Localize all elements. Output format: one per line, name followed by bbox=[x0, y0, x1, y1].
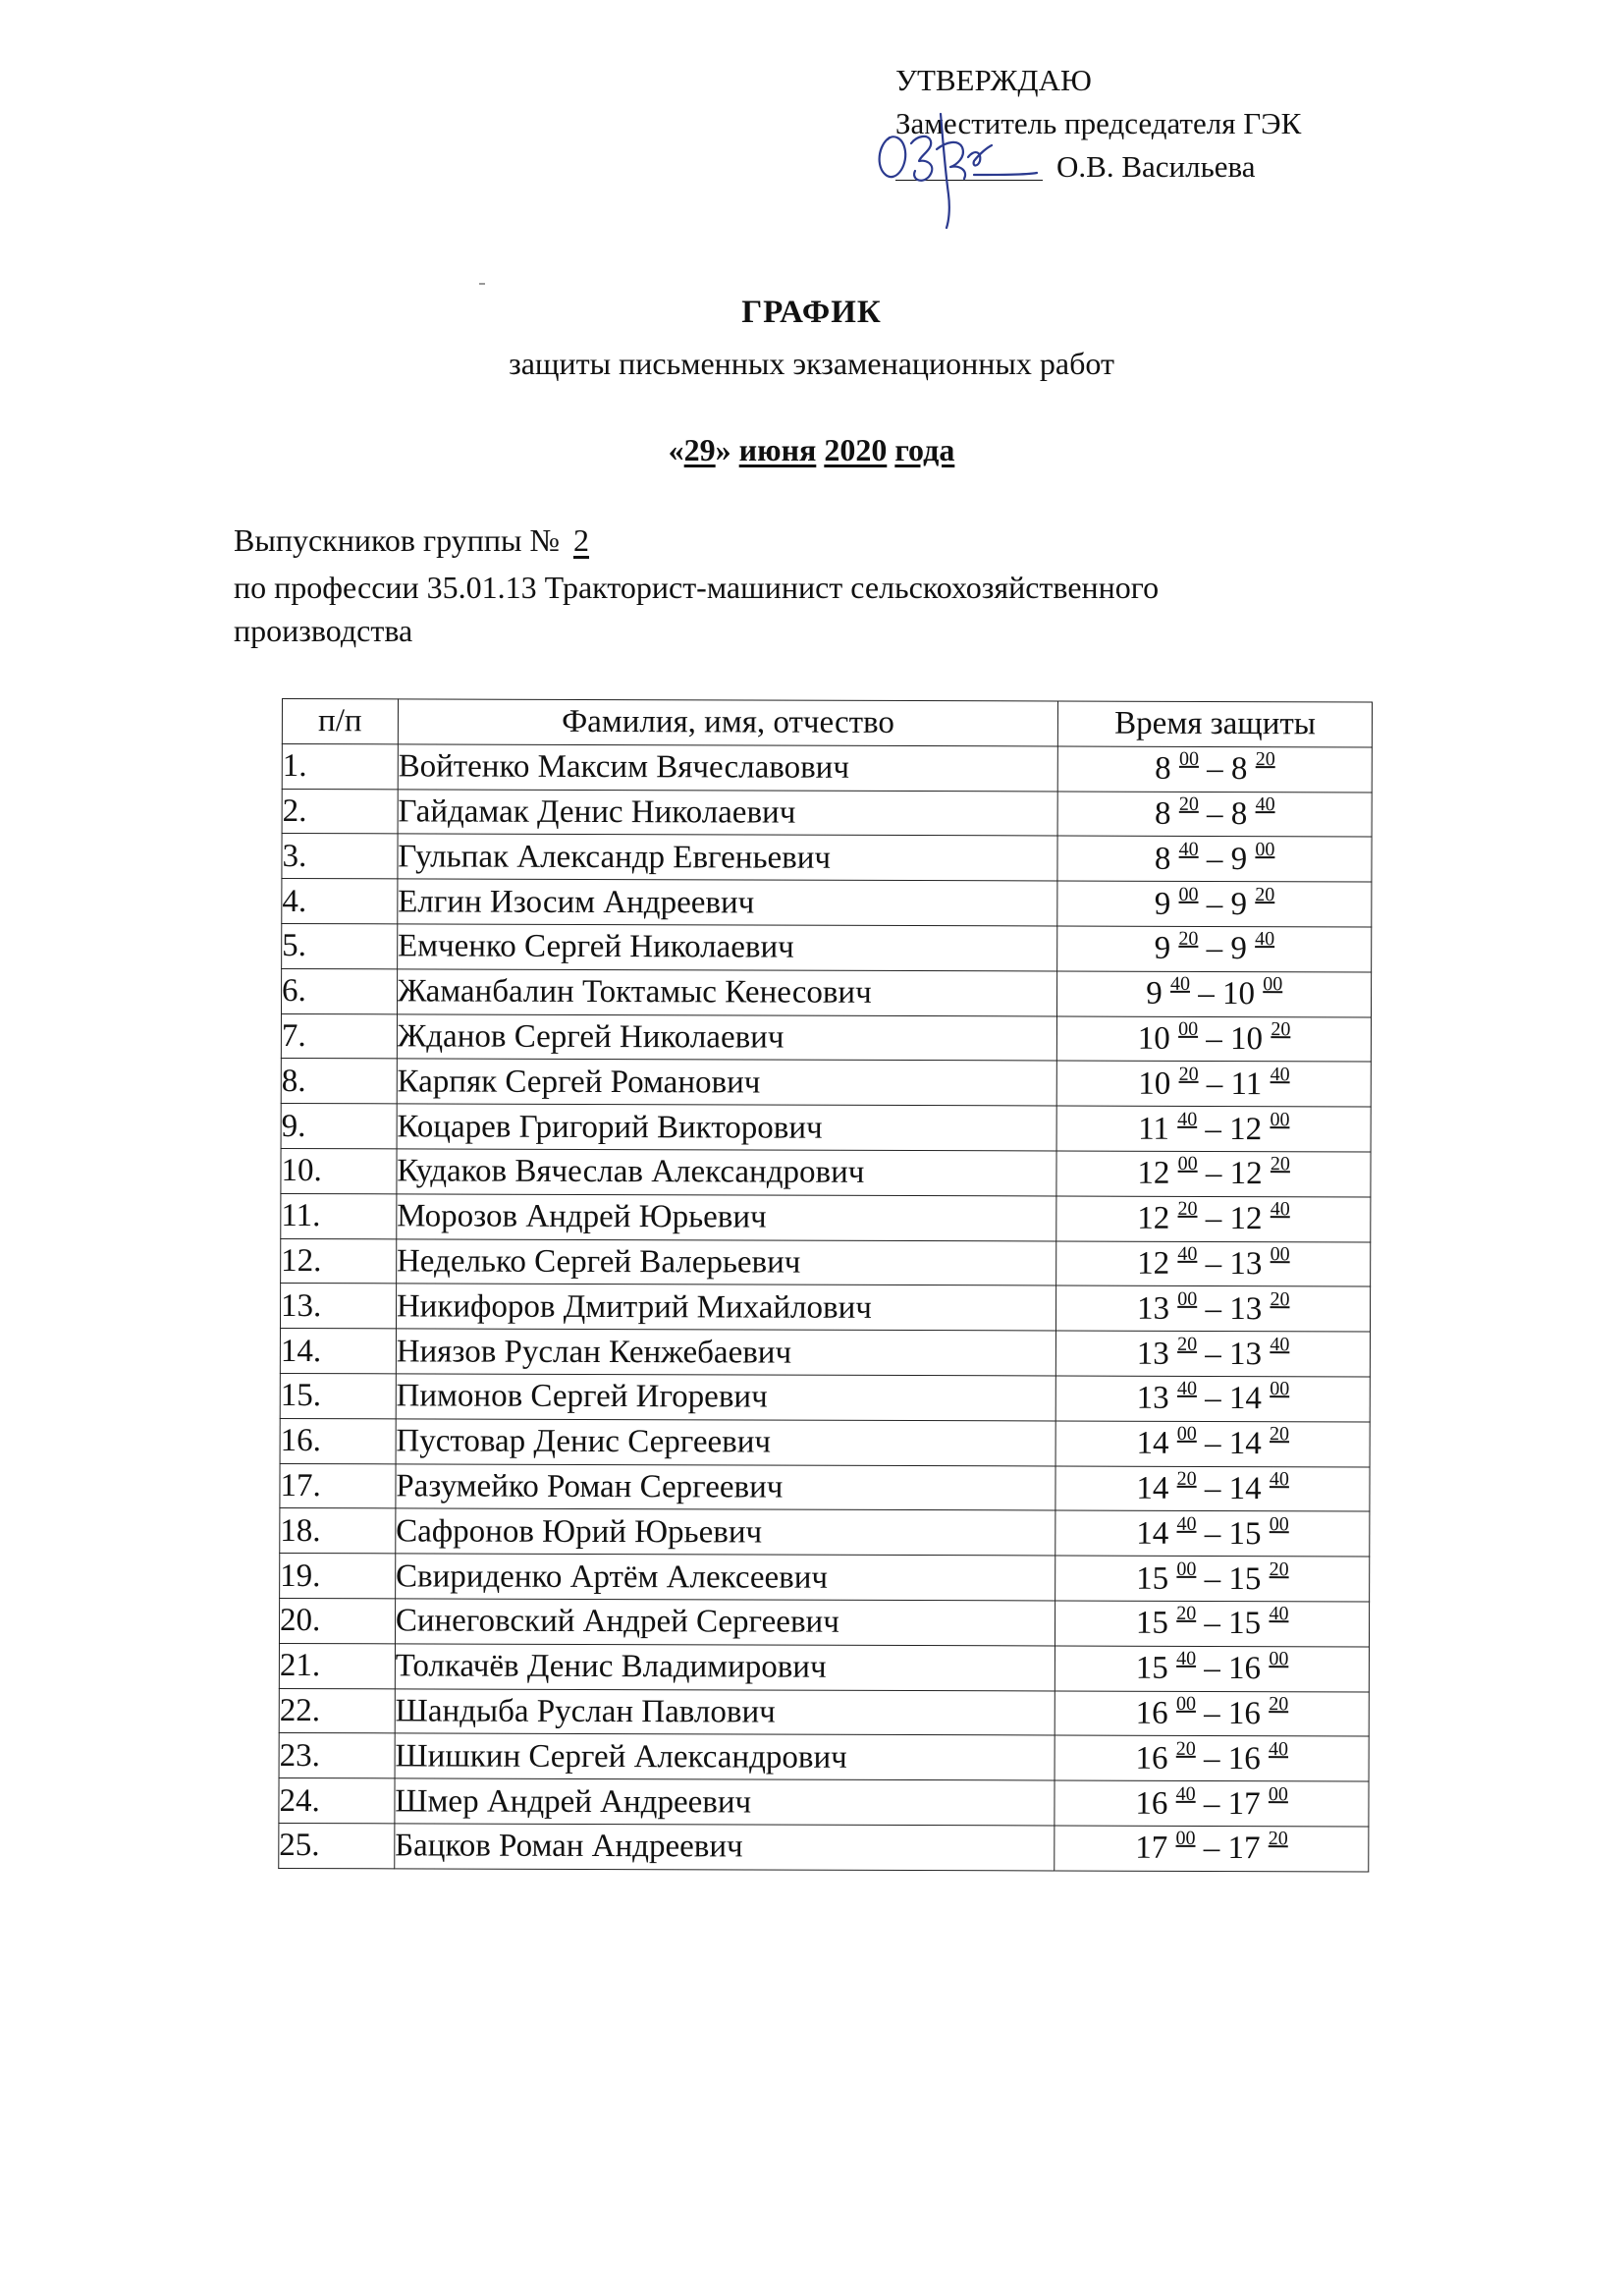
end-hour: 8 bbox=[1230, 751, 1248, 788]
student-name: Ниязов Руслан Кенжебаевич bbox=[396, 1329, 1056, 1376]
row-number: 15. bbox=[280, 1373, 396, 1418]
start-hour: 14 bbox=[1136, 1515, 1169, 1552]
end-hour: 9 bbox=[1230, 841, 1248, 877]
defense-time: 8 $^{40}$ – 9 $^{00}$ bbox=[1057, 836, 1372, 882]
end-hour: 12 bbox=[1229, 1156, 1263, 1192]
end-hour: 16 bbox=[1227, 1740, 1261, 1777]
table-row bbox=[280, 1508, 1370, 1557]
student-name: Шмер Андрей Андреевич bbox=[395, 1778, 1055, 1826]
defense-time: 13 $^{20}$ – 13 $^{40}$ bbox=[1056, 1331, 1371, 1377]
start-hour: 12 bbox=[1137, 1200, 1170, 1236]
start-hour: 9 bbox=[1146, 975, 1163, 1011]
student-name: Коцарев Григорий Викторович bbox=[397, 1104, 1057, 1151]
date-word: года bbox=[894, 432, 955, 467]
defense-time: 10 $^{00}$ – 10 $^{20}$ bbox=[1057, 1016, 1372, 1063]
end-hour: 9 bbox=[1230, 931, 1247, 967]
student-name: Шишкин Сергей Александрович bbox=[395, 1733, 1055, 1780]
end-minutes: 20 bbox=[1255, 883, 1275, 905]
row-number: 21. bbox=[279, 1643, 395, 1688]
end-hour: 13 bbox=[1229, 1336, 1263, 1372]
start-hour: 8 bbox=[1154, 841, 1171, 877]
start-minutes: 20 bbox=[1178, 928, 1199, 951]
table-row bbox=[282, 743, 1372, 792]
end-hour: 17 bbox=[1227, 1785, 1261, 1822]
end-hour: 9 bbox=[1230, 886, 1248, 922]
end-hour: 11 bbox=[1230, 1066, 1263, 1102]
start-minutes: 40 bbox=[1176, 1647, 1197, 1670]
row-number: 6. bbox=[281, 968, 397, 1013]
end-hour: 16 bbox=[1227, 1695, 1261, 1732]
row-number: 22. bbox=[279, 1688, 395, 1733]
start-hour: 14 bbox=[1136, 1470, 1169, 1506]
defense-time: 12 $^{00}$ – 12 $^{20}$ bbox=[1056, 1151, 1371, 1197]
student-name: Шандыба Руслан Павлович bbox=[395, 1688, 1055, 1735]
row-number: 18. bbox=[280, 1508, 396, 1554]
student-name: Жданов Сергей Николаевич bbox=[397, 1013, 1057, 1061]
row-number: 13. bbox=[280, 1284, 396, 1329]
student-name: Толкачёв Денис Владимирович bbox=[395, 1644, 1055, 1691]
defense-time: 17 $^{00}$ – 17 $^{20}$ bbox=[1055, 1826, 1369, 1872]
date-open-quote: « bbox=[668, 432, 684, 467]
student-name: Пустовар Денис Сергеевич bbox=[396, 1419, 1056, 1466]
start-hour: 16 bbox=[1135, 1785, 1168, 1822]
student-name: Елгин Изосим Андреевич bbox=[398, 879, 1058, 926]
start-hour: 9 bbox=[1154, 931, 1171, 967]
start-minutes: 20 bbox=[1178, 1063, 1199, 1085]
start-minutes: 00 bbox=[1177, 1287, 1198, 1310]
start-minutes: 20 bbox=[1175, 1737, 1196, 1760]
start-minutes: 00 bbox=[1175, 1692, 1196, 1715]
defense-time: 12 $^{40}$ – 13 $^{00}$ bbox=[1056, 1241, 1371, 1287]
start-hour: 11 bbox=[1138, 1111, 1169, 1147]
table-row bbox=[281, 1104, 1371, 1152]
group-label: Выпускников группы № bbox=[234, 522, 560, 558]
defense-time: 15 $^{40}$ – 16 $^{00}$ bbox=[1055, 1646, 1370, 1692]
student-name: Синеговский Андрей Сергеевич bbox=[395, 1599, 1055, 1646]
document-title: ГРАФИК bbox=[741, 295, 882, 330]
student-name: Никифоров Дмитрий Михайлович bbox=[396, 1284, 1056, 1331]
document-subtitle: защиты письменных экзаменационных работ bbox=[509, 346, 1114, 381]
table-row bbox=[281, 1193, 1371, 1241]
row-number: 11. bbox=[281, 1193, 397, 1238]
start-minutes: 00 bbox=[1178, 883, 1199, 905]
end-minutes: 20 bbox=[1270, 1153, 1290, 1175]
row-number: 2. bbox=[282, 789, 398, 834]
table-row bbox=[282, 789, 1372, 837]
end-minutes: 20 bbox=[1269, 1693, 1289, 1716]
end-minutes: 40 bbox=[1255, 793, 1275, 816]
start-minutes: 00 bbox=[1177, 1153, 1198, 1175]
row-number: 3. bbox=[282, 834, 398, 879]
start-hour: 8 bbox=[1154, 795, 1171, 832]
row-number: 16. bbox=[280, 1418, 396, 1463]
date-close-quote: » bbox=[715, 432, 731, 467]
start-minutes: 00 bbox=[1178, 1017, 1199, 1040]
student-name: Морозов Андрей Юрьевич bbox=[397, 1194, 1057, 1241]
start-minutes: 40 bbox=[1176, 1512, 1197, 1535]
end-minutes: 20 bbox=[1268, 1828, 1288, 1850]
end-minutes: 40 bbox=[1269, 1468, 1289, 1491]
table-row bbox=[282, 923, 1372, 971]
defense-time: 16 $^{40}$ – 17 $^{00}$ bbox=[1055, 1780, 1369, 1827]
defense-time: 10 $^{20}$ – 11 $^{40}$ bbox=[1057, 1061, 1372, 1107]
start-hour: 12 bbox=[1137, 1245, 1170, 1282]
end-hour: 8 bbox=[1230, 796, 1248, 833]
table-row bbox=[279, 1778, 1369, 1827]
defense-time: 15 $^{00}$ – 15 $^{20}$ bbox=[1055, 1556, 1370, 1602]
table-row bbox=[281, 1059, 1371, 1107]
end-minutes: 40 bbox=[1255, 928, 1275, 951]
start-hour: 12 bbox=[1137, 1156, 1170, 1192]
start-hour: 14 bbox=[1136, 1425, 1169, 1461]
student-name: Гульпак Александр Евгеньевич bbox=[398, 834, 1058, 881]
start-minutes: 40 bbox=[1177, 1108, 1198, 1130]
start-hour: 13 bbox=[1136, 1381, 1169, 1417]
end-minutes: 00 bbox=[1270, 1243, 1290, 1266]
table-row bbox=[280, 1373, 1370, 1421]
end-hour: 15 bbox=[1228, 1606, 1262, 1642]
schedule-table bbox=[278, 698, 1373, 1872]
document-date bbox=[0, 432, 1623, 468]
student-name: Неделько Сергей Валерьевич bbox=[396, 1238, 1056, 1285]
student-name: Жаманбалин Токтамыс Кенесович bbox=[397, 969, 1057, 1016]
end-hour: 12 bbox=[1229, 1111, 1263, 1147]
end-minutes: 40 bbox=[1269, 1603, 1289, 1625]
table-row bbox=[281, 1013, 1371, 1062]
table-row bbox=[279, 1643, 1369, 1691]
defense-time: 8 $^{20}$ – 8 $^{40}$ bbox=[1057, 792, 1372, 838]
end-hour: 14 bbox=[1228, 1381, 1262, 1417]
start-hour: 10 bbox=[1138, 1066, 1171, 1102]
table-row bbox=[281, 1148, 1371, 1196]
student-name: Гайдамак Денис Николаевич bbox=[398, 789, 1058, 836]
start-minutes: 00 bbox=[1176, 1558, 1197, 1580]
student-name: Войтенко Максим Вячеславович bbox=[398, 744, 1058, 792]
scan-speck bbox=[479, 283, 485, 285]
row-number: 24. bbox=[279, 1778, 395, 1824]
row-number: 1. bbox=[282, 743, 398, 789]
end-hour: 13 bbox=[1229, 1245, 1263, 1283]
table-row bbox=[280, 1418, 1370, 1466]
header-number: п/п bbox=[282, 699, 398, 744]
table-header-row bbox=[282, 699, 1372, 747]
end-minutes: 40 bbox=[1270, 1333, 1290, 1355]
row-number: 7. bbox=[281, 1013, 397, 1059]
end-minutes: 00 bbox=[1255, 838, 1275, 860]
end-minutes: 00 bbox=[1263, 973, 1283, 996]
defense-time: 9 $^{40}$ – 10 $^{00}$ bbox=[1057, 971, 1372, 1017]
end-hour: 16 bbox=[1228, 1651, 1262, 1687]
approval-word: УТВЕРЖДАЮ bbox=[895, 63, 1092, 97]
end-minutes: 00 bbox=[1268, 1782, 1288, 1805]
row-number: 10. bbox=[281, 1148, 397, 1193]
student-name: Карпяк Сергей Романович bbox=[397, 1059, 1057, 1106]
defense-time: 16 $^{20}$ – 16 $^{40}$ bbox=[1055, 1735, 1369, 1781]
table-row bbox=[279, 1733, 1369, 1781]
header-time: Время защиты bbox=[1058, 701, 1373, 747]
start-minutes: 20 bbox=[1177, 1198, 1198, 1221]
end-hour: 14 bbox=[1228, 1426, 1262, 1462]
approver-position: Заместитель председателя ГЭК bbox=[895, 106, 1302, 140]
start-hour: 13 bbox=[1136, 1290, 1170, 1327]
start-hour: 8 bbox=[1155, 750, 1171, 788]
date-month: июня bbox=[738, 432, 817, 467]
end-minutes: 00 bbox=[1270, 1108, 1290, 1130]
start-minutes: 00 bbox=[1175, 1828, 1196, 1850]
row-number: 19. bbox=[280, 1554, 396, 1599]
row-number: 9. bbox=[281, 1104, 397, 1149]
start-hour: 17 bbox=[1135, 1831, 1168, 1867]
end-minutes: 00 bbox=[1269, 1648, 1289, 1670]
defense-time: 13 $^{00}$ – 13 $^{20}$ bbox=[1056, 1285, 1371, 1332]
defense-time: 9 $^{00}$ – 9 $^{20}$ bbox=[1057, 881, 1372, 927]
table-row bbox=[282, 834, 1372, 882]
end-hour: 15 bbox=[1228, 1515, 1262, 1552]
end-minutes: 40 bbox=[1269, 1737, 1289, 1760]
row-number: 12. bbox=[281, 1238, 397, 1284]
end-minutes: 20 bbox=[1270, 1423, 1290, 1446]
start-minutes: 20 bbox=[1176, 1603, 1197, 1625]
start-minutes: 40 bbox=[1176, 1378, 1198, 1400]
end-hour: 10 bbox=[1230, 1021, 1264, 1058]
end-minutes: 20 bbox=[1255, 748, 1275, 771]
row-number: 4. bbox=[282, 879, 398, 924]
end-minutes: 00 bbox=[1269, 1512, 1289, 1535]
table-row bbox=[279, 1598, 1369, 1646]
student-name: Емченко Сергей Николаевич bbox=[397, 924, 1057, 971]
start-minutes: 20 bbox=[1176, 1467, 1197, 1490]
start-hour: 10 bbox=[1137, 1020, 1170, 1057]
profession-line-2: производства bbox=[234, 613, 413, 648]
end-hour: 14 bbox=[1228, 1470, 1262, 1507]
end-hour: 17 bbox=[1227, 1831, 1261, 1867]
end-minutes: 40 bbox=[1270, 1063, 1290, 1085]
table-body bbox=[279, 743, 1373, 1871]
row-number: 17. bbox=[280, 1463, 396, 1508]
student-name: Пимонов Сергей Игоревич bbox=[396, 1374, 1056, 1421]
start-minutes: 20 bbox=[1177, 1333, 1198, 1355]
row-number: 14. bbox=[280, 1329, 396, 1374]
end-hour: 12 bbox=[1229, 1201, 1263, 1237]
defense-time: 14 $^{20}$ – 14 $^{40}$ bbox=[1055, 1466, 1370, 1512]
defense-time: 9 $^{20}$ – 9 $^{40}$ bbox=[1057, 926, 1372, 972]
defense-time: 16 $^{00}$ – 16 $^{20}$ bbox=[1055, 1691, 1370, 1737]
start-minutes: 00 bbox=[1176, 1423, 1197, 1446]
table-row bbox=[282, 879, 1372, 927]
student-name: Свириденко Артём Алексеевич bbox=[395, 1554, 1055, 1601]
table-row bbox=[280, 1284, 1370, 1332]
defense-time: 8 $^{00}$ – 8 $^{20}$ bbox=[1058, 746, 1373, 793]
table-row bbox=[281, 1238, 1371, 1286]
row-number: 5. bbox=[282, 923, 398, 968]
start-hour: 15 bbox=[1135, 1606, 1169, 1642]
start-minutes: 40 bbox=[1169, 973, 1191, 996]
start-hour: 15 bbox=[1136, 1560, 1169, 1597]
start-minutes: 40 bbox=[1178, 838, 1199, 860]
defense-time: 14 $^{00}$ – 14 $^{20}$ bbox=[1055, 1421, 1370, 1467]
end-minutes: 20 bbox=[1270, 1287, 1290, 1310]
header-name: Фамилия, имя, отчество bbox=[398, 699, 1058, 746]
table-row bbox=[279, 1823, 1369, 1871]
defense-time: 13 $^{40}$ – 14 $^{00}$ bbox=[1056, 1376, 1371, 1422]
end-minutes: 20 bbox=[1271, 1018, 1291, 1041]
start-hour: 9 bbox=[1154, 886, 1171, 922]
student-name: Сафронов Юрий Юрьевич bbox=[396, 1508, 1056, 1556]
table-row bbox=[280, 1463, 1370, 1511]
end-minutes: 00 bbox=[1270, 1378, 1290, 1400]
start-hour: 15 bbox=[1135, 1650, 1168, 1686]
date-day: 29 bbox=[683, 432, 716, 467]
defense-time: 11 $^{40}$ – 12 $^{00}$ bbox=[1056, 1106, 1371, 1152]
student-name: Разумейко Роман Сергеевич bbox=[396, 1463, 1056, 1510]
defense-time: 12 $^{20}$ – 12 $^{40}$ bbox=[1056, 1196, 1371, 1242]
table-row bbox=[280, 1554, 1370, 1602]
student-name: Бацков Роман Андреевич bbox=[395, 1824, 1055, 1871]
start-hour: 13 bbox=[1136, 1336, 1169, 1372]
table-row bbox=[281, 968, 1371, 1016]
start-minutes: 00 bbox=[1178, 748, 1200, 771]
row-number: 20. bbox=[279, 1598, 395, 1643]
row-number: 25. bbox=[279, 1823, 395, 1868]
group-line bbox=[234, 519, 589, 562]
row-number: 8. bbox=[281, 1059, 397, 1104]
start-minutes: 20 bbox=[1178, 793, 1199, 815]
approver-name: О.В. Васильева bbox=[1056, 149, 1256, 184]
start-minutes: 40 bbox=[1177, 1242, 1198, 1265]
end-hour: 13 bbox=[1229, 1290, 1263, 1327]
start-hour: 16 bbox=[1135, 1740, 1168, 1777]
end-hour: 15 bbox=[1228, 1560, 1262, 1597]
group-number: 2 bbox=[572, 522, 589, 558]
profession-line-1: по профессии 35.01.13 Тракторист-машинист сельскохозяйственного bbox=[234, 570, 1160, 605]
handwritten-signature bbox=[872, 106, 1039, 234]
table-row bbox=[279, 1688, 1369, 1736]
end-hour: 10 bbox=[1221, 976, 1256, 1012]
table-row bbox=[280, 1329, 1370, 1377]
defense-time: 15 $^{20}$ – 15 $^{40}$ bbox=[1055, 1601, 1370, 1647]
end-minutes: 20 bbox=[1269, 1558, 1289, 1580]
start-minutes: 40 bbox=[1175, 1782, 1196, 1805]
student-name: Кудаков Вячеслав Александрович bbox=[397, 1149, 1057, 1196]
defense-time: 14 $^{40}$ – 15 $^{00}$ bbox=[1055, 1510, 1370, 1557]
row-number: 23. bbox=[279, 1733, 395, 1778]
date-year: 2020 bbox=[824, 432, 888, 467]
start-hour: 16 bbox=[1135, 1695, 1168, 1731]
end-minutes: 40 bbox=[1270, 1198, 1290, 1221]
